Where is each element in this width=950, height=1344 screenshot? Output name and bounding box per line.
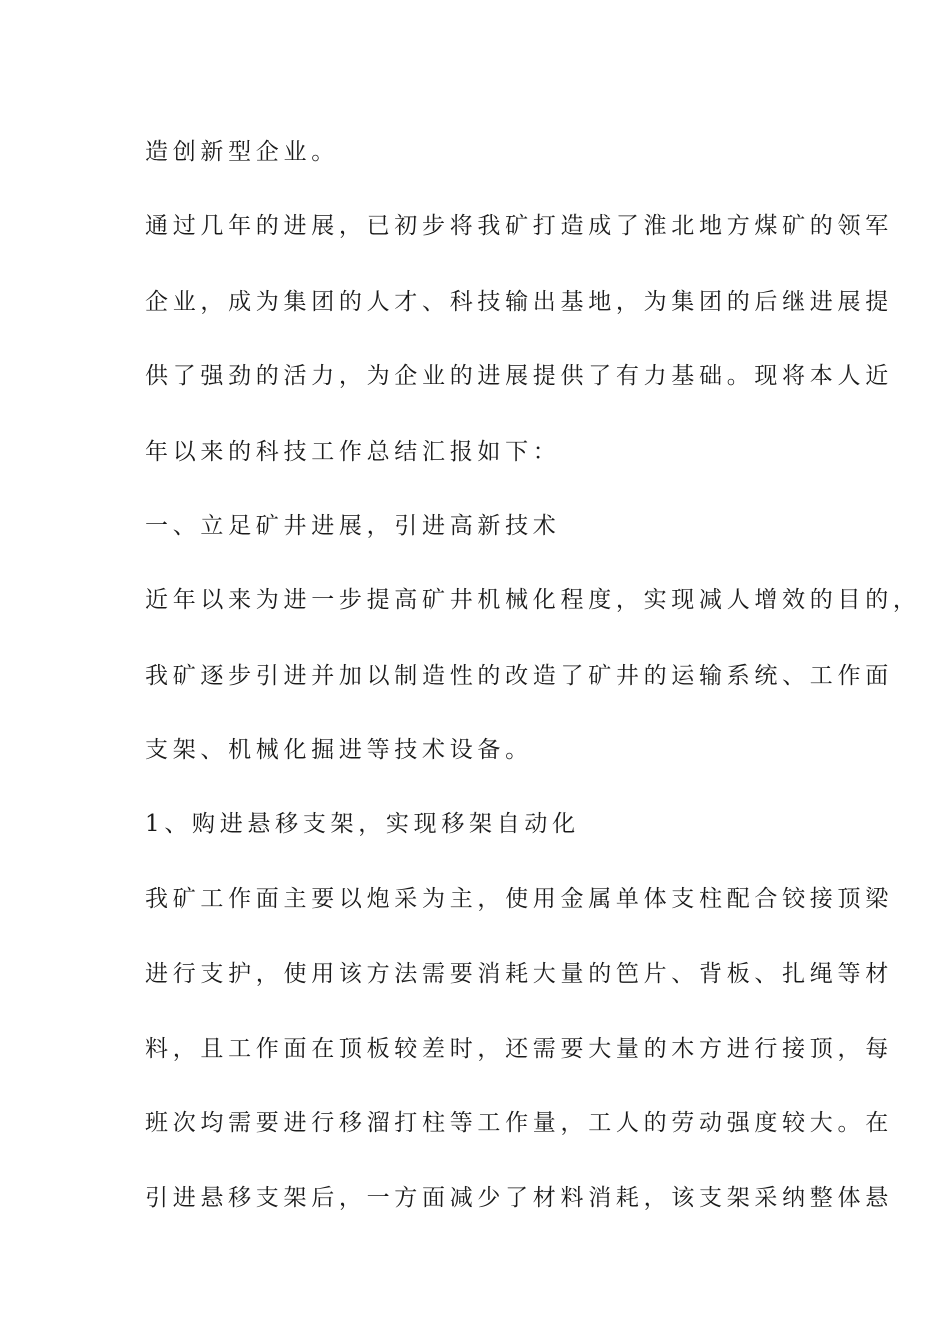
text-line: 进行支护，使用该方法需要消耗大量的笆片、背板、扎绳等材 [145,961,893,987]
text-line: 料，且工作面在顶板较差时，还需要大量的木方进行接顶，每 [145,1036,893,1062]
text-line: 年以来的科技工作总结汇报如下： [145,439,561,465]
text-line: 引进悬移支架后，一方面减少了材料消耗，该支架采纳整体悬 [145,1185,893,1211]
section-heading: 一、立足矿井进展，引进高新技术 [145,513,561,539]
text-line: 我矿工作面主要以炮采为主，使用金属单体支柱配合铰接顶梁 [145,886,893,912]
subsection-heading: 1、购进悬移支架，实现移架自动化 [145,811,580,837]
text-line: 造创新型企业。 [145,139,339,165]
text-line: 供了强劲的活力，为企业的进展提供了有力基础。现将本人近 [145,363,893,389]
text-line: 班次均需要进行移溜打柱等工作量，工人的劳动强度较大。在 [145,1110,893,1136]
text-line: 企业，成为集团的人才、科技输出基地，为集团的后继进展提 [145,289,893,315]
text-line: 支架、机械化掘进等技术设备。 [145,737,533,763]
text-line: 通过几年的进展，已初步将我矿打造成了淮北地方煤矿的领军 [145,213,893,239]
text-line: 我矿逐步引进并加以制造性的改造了矿井的运输系统、工作面 [145,663,893,689]
text-line: 近年以来为进一步提高矿井机械化程度，实现减人增效的目的， [145,587,921,613]
